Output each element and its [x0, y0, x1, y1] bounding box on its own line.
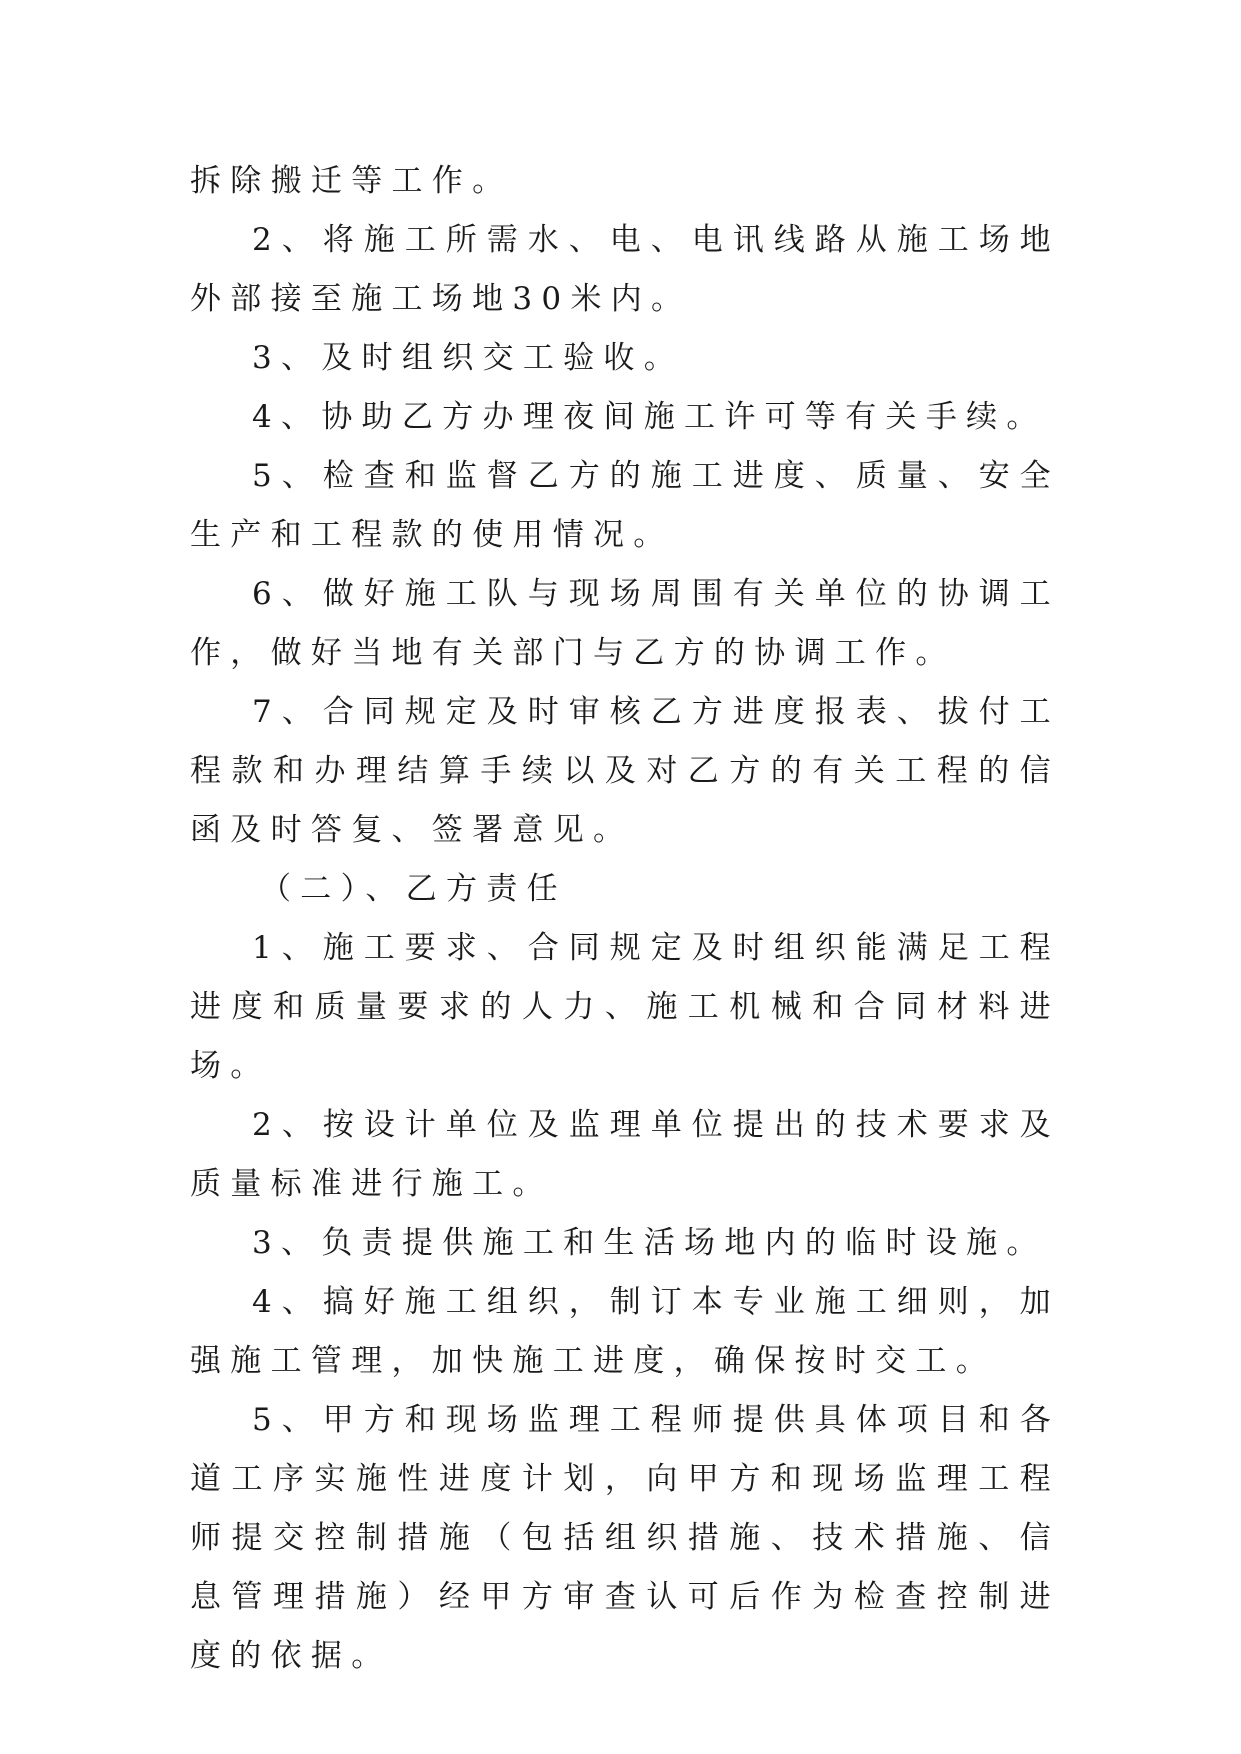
paragraph-b-item-4-organization: 4、搞好施工组织，制订本专业施工细则，加强施工管理，加快施工进度，确保按时交工。 — [190, 1284, 1060, 1379]
paragraph-item-4-permits: 4、协助乙方办理夜间施工许可等有关手续。 — [252, 399, 1047, 435]
paragraph-b-item-3-facilities: 3、负责提供施工和生活场地内的临时设施。 — [252, 1225, 1047, 1261]
paragraph-continuation: 拆除搬迁等工作。 — [190, 163, 513, 199]
paragraph-item-5-supervision: 5、检查和监督乙方的施工进度、质量、安全生产和工程款的使用情况。 — [190, 458, 1060, 553]
paragraph-item-3-acceptance: 3、及时组织交工验收。 — [252, 340, 685, 376]
paragraph-item-6-coordination: 6、做好施工队与现场周围有关单位的协调工作，做好当地有关部门与乙方的协调工作。 — [190, 576, 1060, 671]
paragraph-b-item-5-schedule: 5、甲方和现场监理工程师提供具体项目和各道工序实施性进度计划，向甲方和现场监理工程师提交控制措施（包括组织措施、技术措施、信息管理措施）经甲方审查认可后作为检查控制进度的依据。 — [190, 1402, 1060, 1674]
document-body — [190, 152, 1060, 1686]
section-heading-party-b: （二）、乙方责任 — [260, 871, 567, 907]
paragraph-b-item-2-standards: 2、按设计单位及监理单位提出的技术要求及质量标准进行施工。 — [190, 1107, 1060, 1202]
paragraph-item-2-utilities: 2、将施工所需水、电、电讯线路从施工场地外部接至施工场地30米内。 — [190, 222, 1060, 317]
paragraph-item-7-review: 7、合同规定及时审核乙方进度报表、拔付工程款和办理结算手续以及对乙方的有关工程的信函及时答复、签署意见。 — [190, 694, 1060, 848]
paragraph-b-item-1-resources: 1、施工要求、合同规定及时组织能满足工程进度和质量要求的人力、施工机械和合同材料进场。 — [190, 930, 1060, 1084]
